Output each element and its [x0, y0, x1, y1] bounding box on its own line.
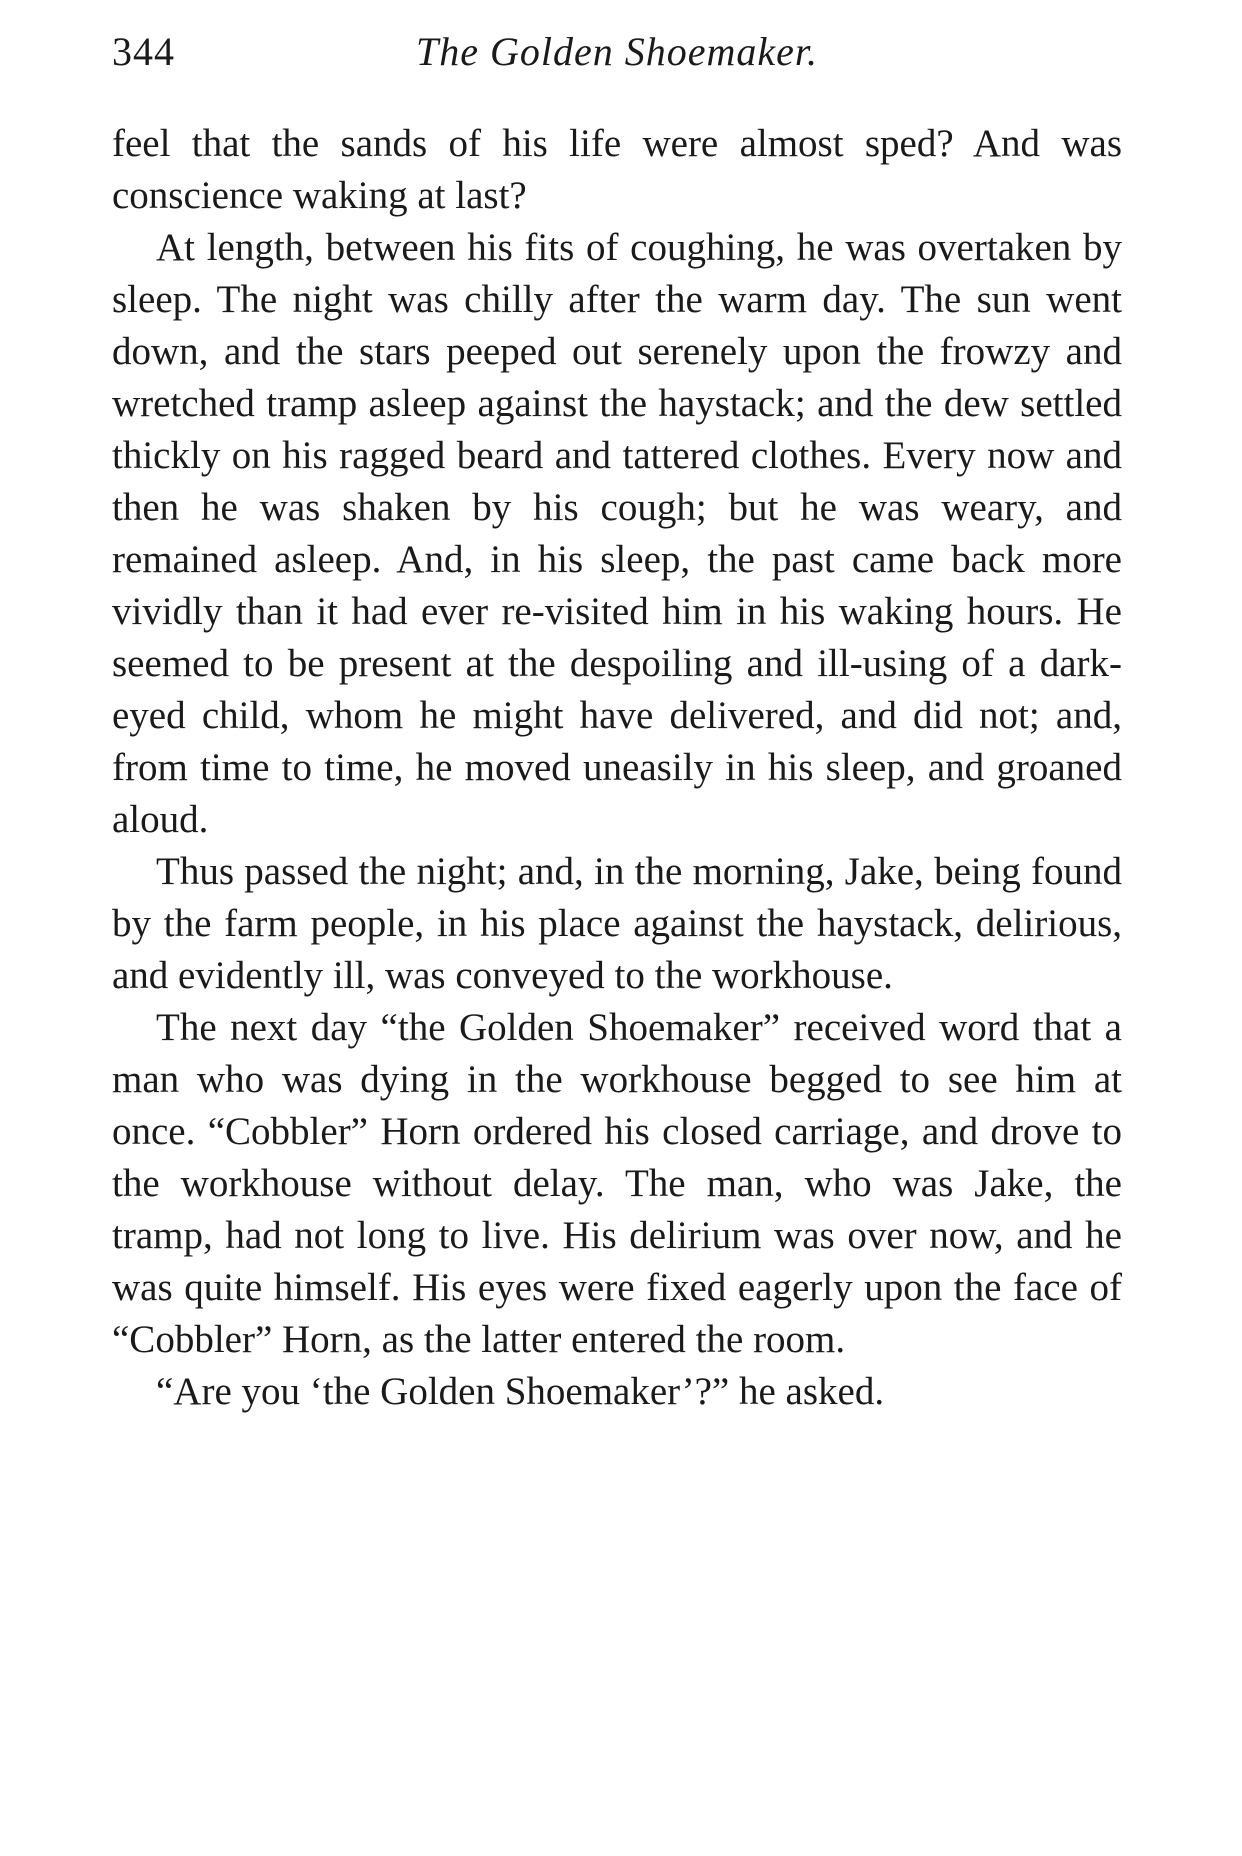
paragraph: Thus passed the night; and, in the morning, Jake, being found by the farm people, in his place against the haystack, delirious, and evidently ill, was conveyed to the workhouse.	[112, 850, 1122, 997]
paragraph: “Are you ‘the Golden Shoemaker’?” he asked.	[156, 1370, 885, 1413]
page-header	[112, 28, 1122, 88]
running-title: The Golden Shoemaker.	[415, 29, 819, 74]
paragraph: At length, between his fits of coughing, he was overtaken by sleep. The night was chilly after the warm day. The sun went down, and the stars peeped out serenely upon the frowzy and wretched tramp asleep against the haystack; and the dew settled thickly on his ragged beard and tattered clothes. Every now and then he was shaken by his cough; but he was weary, and remained asleep. And, in his sleep, the past came back more vividly than it had ever re-visited him in his waking hours. He seemed to be present at the despoiling and ill-using of a dark-eyed child, whom he might have delivered, and did not; and, from time to time, he moved uneasily in his sleep, and groaned aloud.	[112, 226, 1122, 841]
page-number: 344	[112, 29, 175, 74]
paragraph: The next day “the Golden Shoemaker” received word that a man who was dying in the workhouse begged to see him at once. “Cobbler” Horn ordered his closed carriage, and drove to the workhouse without delay. The man, who was Jake, the tramp, had not long to live. His delirium was over now, and he was quite himself. His eyes were fixed eagerly upon the face of “Cobbler” Horn, as the latter entered the room.	[112, 1006, 1122, 1361]
body-text	[112, 118, 1122, 1418]
paragraph-continuation: feel that the sands of his life were almost sped? And was conscience waking at last?	[112, 122, 1122, 217]
